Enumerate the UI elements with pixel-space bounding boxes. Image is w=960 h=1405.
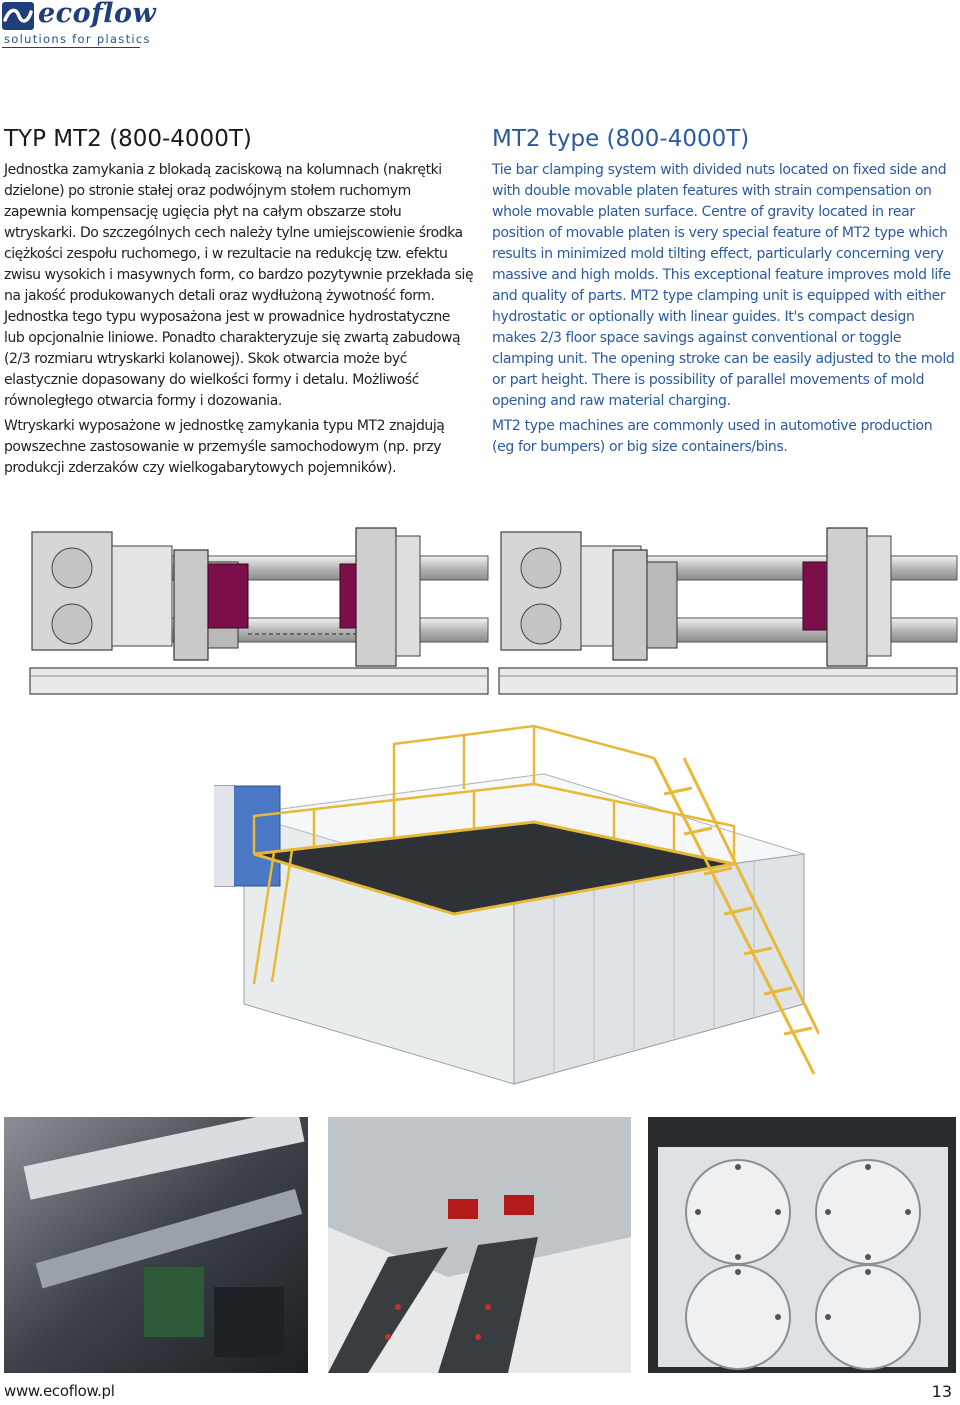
- clamping-unit-diagram-closed: [28, 526, 490, 696]
- polish-section: [4, 124, 474, 483]
- polish-title: TYP MT2 (800-4000T): [4, 126, 252, 152]
- english-section: [492, 124, 956, 462]
- logo-underline: [2, 47, 140, 48]
- injection-machine-render: [214, 704, 819, 1089]
- polish-paragraph-2: Wtryskarki wyposażone w jednostkę zamykania typu MT2 znajdują powszechne zastosowanie w przemyśle samochodowym (np. przy produkcji zderzaków czy wielkogabarytowych pojemników).: [4, 418, 445, 476]
- page-number: 13: [931, 1382, 952, 1401]
- photo-hydraulic-cylinders: [648, 1117, 956, 1373]
- logo-tagline: solutions for plastics: [4, 32, 151, 46]
- photo-machine-interior: [4, 1117, 308, 1373]
- polish-paragraph-1: Jednostka zamykania z blokadą zaciskową na kolumnach (nakrętki dzielone) po stronie stałej oraz podwójnym stołem ruchomym zapewnia kompensację ugięcia płyt na całym obszarze stołu wtryskarki. Do szczególnych cech należy tylne umiejscowienie środka ciężkości zespołu ruchomego, i w rezultacie na redukcję tzw. efektu zwisu wysokich i masywnych form, co bardzo pozytywnie przekłada się na jakość produkowanych detali oraz wydłużoną żywotność form. Jednostka tego typu wyposażona jest w prowadnice hydrostatyczne lub opcjonalnie liniowe. Ponadto charakteryzuje się zwartą zabudową (2/3 rozmiaru wtryskarki kolanowej). Skok otwarcia może być elastycznie dopasowany do wielkości formy i detalu. Możliwość równoległego otwarcia formy i dozowania.: [4, 162, 474, 409]
- footer-website-url[interactable]: www.ecoflow.pl: [4, 1382, 115, 1400]
- english-paragraph-1: Tie bar clamping system with divided nuts located on fixed side and with double movable platen features with strain compensation on whole movable platen surface. Centre of gravity located in rear position of movable platen is very special feature of MT2 type which results in minimized mold tilting effect, particularly concerning very massive and high molds. This exceptional feature improves mold life and quality of parts. MT2 type clamping unit is equipped with either hydrostatic or optionally with linear guides. It's compact design makes 2/3 floor space savings against conventional or toggle clamping unit. The opening stroke can be easily adjusted to the mold or part height. There is possibility of parallel movements of mold opening and raw material charging.: [492, 162, 955, 409]
- ecoflow-logo: [2, 0, 157, 47]
- photo-hydrostatic-guides: [328, 1117, 631, 1373]
- english-paragraph-2: MT2 type machines are commonly used in automotive production (eg for bumpers) or big size containers/bins.: [492, 418, 933, 455]
- logo-wave-icon: [2, 2, 34, 30]
- logo-wordmark: ecoflow: [38, 0, 157, 29]
- english-title: MT2 type (800-4000T): [492, 126, 750, 152]
- clamping-unit-diagram-open: [497, 526, 959, 696]
